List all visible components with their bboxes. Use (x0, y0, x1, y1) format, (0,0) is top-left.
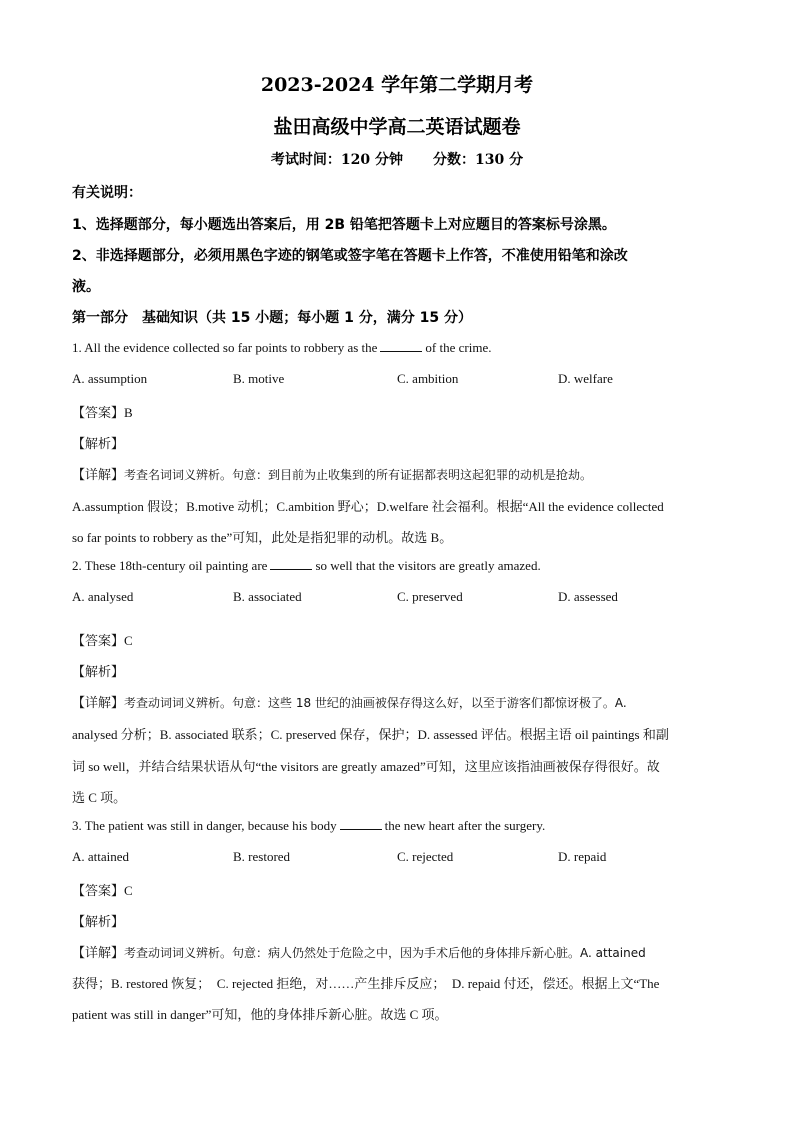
option-c: C. rejected (397, 849, 454, 864)
question-1-detail-line: so far points to robbery as the”可知，此处是指犯罪的动机。故选 B。 (72, 530, 453, 545)
question-2-detail-line: 选 C 项。 (72, 790, 127, 805)
question-1-analysis-label: 【解析】 (72, 437, 125, 452)
option-b: B. motive (233, 371, 285, 386)
question-1-detail-line: 【详解】考查名词词义辨析。句意：到目前为止收集到的所有证据都表明这起犯罪的动机是抢劫。 (72, 468, 593, 483)
exam-info (0, 149, 794, 169)
notes-heading: 有关说明： (72, 185, 142, 201)
note-item-2-cont: 液。 (72, 279, 100, 295)
exam-score: 分数：130 分 (433, 152, 524, 168)
answer-blank (270, 558, 312, 570)
question-3-detail-line: patient was still in danger”可知，他的身体排斥新心脏。故选 C 项。 (72, 1007, 448, 1022)
question-1-detail-line: A.assumption 假设；B.motive 动机；C.ambition 野心；D.welfare 社会福利。根据“All the evidence collected (72, 499, 664, 514)
question-3-stem: 3. The patient was still in danger, because his body the new heart after the surgery. (72, 818, 546, 833)
question-2-detail-line: analysed 分析；B. associated 联系；C. preserved 保存，保护；D. assessed 评估。根据主语 oil paintings 和副 (72, 727, 669, 742)
exam-title: 2023-2024 学年第二学期月考 (260, 74, 534, 96)
question-1-stem: 1. All the evidence collected so far points to robbery as the of the crime. (72, 340, 492, 355)
school-title: 盐田高级中学高二英语试题卷 (273, 116, 521, 138)
exam-time: 考试时间：120 分钟 (270, 152, 403, 168)
question-3-options (72, 849, 722, 867)
option-b: B. associated (233, 589, 302, 604)
question-3-detail-line: 【详解】考查动词词义辨析。句意：病人仍然处于危险之中，因为手术后他的身体排斥新心脏。A. attained (72, 946, 646, 961)
option-d: D. assessed (558, 589, 618, 604)
option-b: B. restored (233, 849, 291, 864)
option-d: D. welfare (558, 371, 613, 386)
answer-blank (340, 818, 382, 830)
question-2-analysis-label: 【解析】 (72, 665, 125, 680)
option-d: D. repaid (558, 849, 607, 864)
option-c: C. preserved (397, 589, 463, 604)
question-2-stem: 2. These 18th-century oil painting are so well that the visitors are greatly amazed. (72, 558, 541, 573)
question-1-answer: 【答案】B (72, 405, 133, 421)
option-a: A. analysed (72, 589, 134, 604)
option-a: A. attained (72, 849, 130, 864)
question-3-detail-line: 获得；B. restored 恢复； C. rejected 拒绝，对……产生排斥反应； D. repaid 付还，偿还。根据上文“The (72, 976, 660, 991)
question-1-options (72, 371, 722, 389)
question-2-detail-line: 词 so well，并结合结果状语从句“the visitors are greatly amazed”可知，这里应该指油画被保存得很好。故 (72, 759, 660, 774)
option-a: A. assumption (72, 371, 148, 386)
option-c: C. ambition (397, 371, 459, 386)
question-3-analysis-label: 【解析】 (72, 915, 125, 930)
answer-blank (380, 340, 422, 352)
question-2-detail-line: 【详解】考查动词词义辨析。句意：这些 18 世纪的油画被保存得这么好，以至于游客们都惊讶极了。A. (72, 696, 627, 711)
question-3-answer: 【答案】C (72, 883, 133, 899)
question-2-answer: 【答案】C (72, 633, 133, 649)
note-item-1: 1、选择题部分，每小题选出答案后，用 2B 铅笔把答题卡上对应题目的答案标号涂黑。 (72, 217, 616, 233)
note-item-2: 2、非选择题部分，必须用黑色字迹的钢笔或签字笔在答题卡上作答，不准使用铅笔和涂改 (72, 248, 628, 264)
question-2-options (72, 589, 722, 607)
section-heading: 第一部分 基础知识（共 15 小题；每小题 1 分，满分 15 分） (72, 310, 472, 326)
